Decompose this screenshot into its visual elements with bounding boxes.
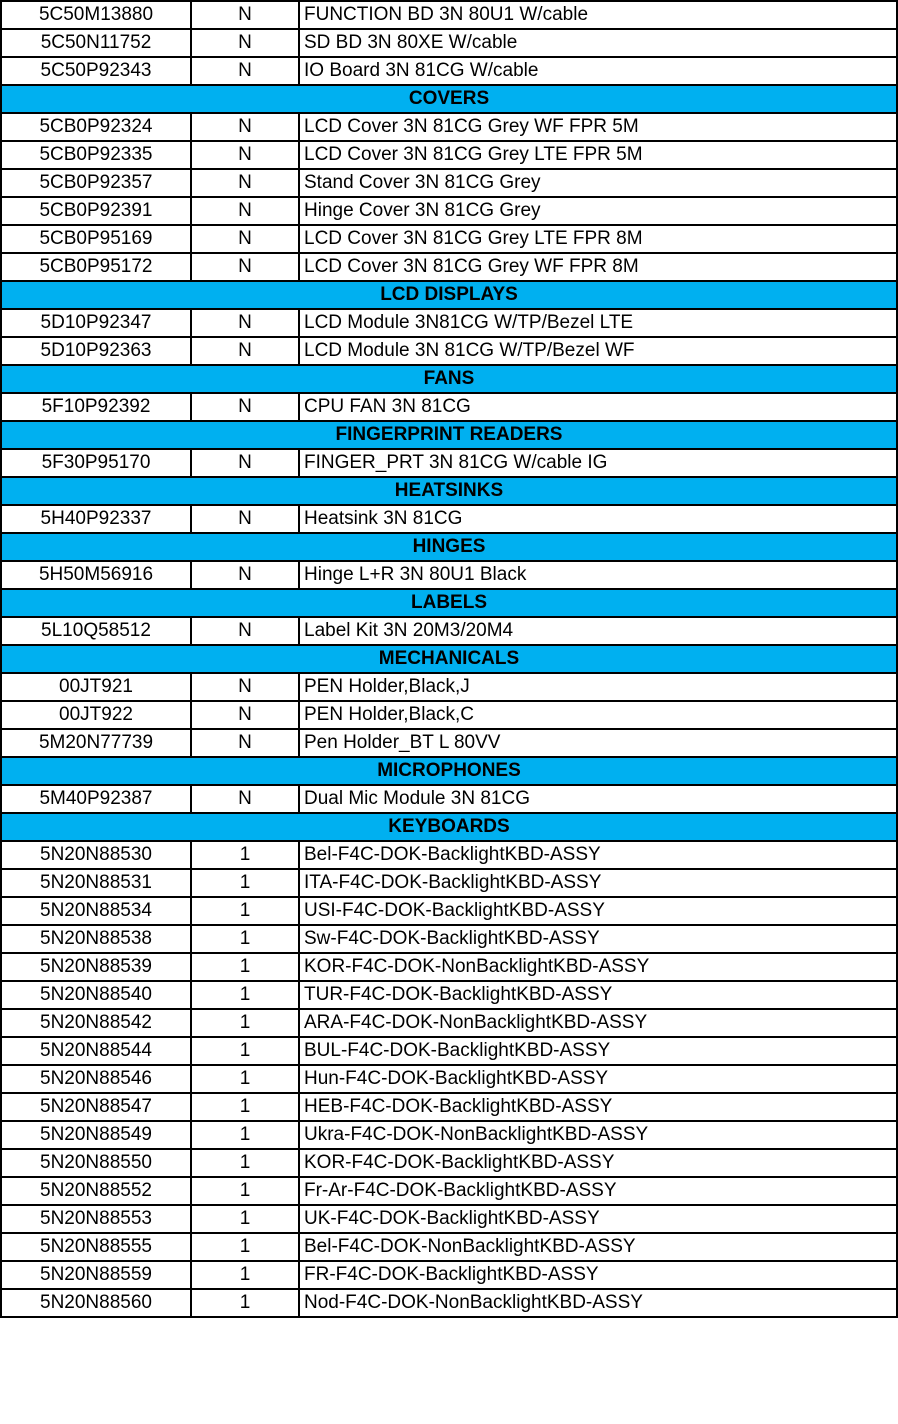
description-cell: Dual Mic Module 3N 81CG [299,785,897,813]
description-cell: Heatsink 3N 81CG [299,505,897,533]
part-number-cell: 5N20N88542 [1,1009,191,1037]
part-number-cell: 5N20N88530 [1,841,191,869]
qty-cell: 1 [191,1261,299,1289]
part-number-cell: 5D10P92347 [1,309,191,337]
table-row [1,1009,897,1037]
section-header: COVERS [1,85,897,113]
part-number-cell: 5N20N88538 [1,925,191,953]
description-cell: Sw-F4C-DOK-BacklightKBD-ASSY [299,925,897,953]
part-number-cell: 5N20N88550 [1,1149,191,1177]
part-number-cell: 5M20N77739 [1,729,191,757]
description-cell: FINGER_PRT 3N 81CG W/cable IG [299,449,897,477]
qty-cell: N [191,449,299,477]
qty-cell: N [191,617,299,645]
table-row [1,785,897,813]
qty-cell: N [191,113,299,141]
qty-cell: N [191,197,299,225]
section-header: MICROPHONES [1,757,897,785]
section-header-row [1,757,897,785]
description-cell: LCD Module 3N81CG W/TP/Bezel LTE [299,309,897,337]
section-header-row [1,813,897,841]
description-cell: LCD Cover 3N 81CG Grey WF FPR 5M [299,113,897,141]
description-cell: KOR-F4C-DOK-BacklightKBD-ASSY [299,1149,897,1177]
parts-table-body [1,1,897,1317]
part-number-cell: 5C50N11752 [1,29,191,57]
description-cell: Label Kit 3N 20M3/20M4 [299,617,897,645]
part-number-cell: 5CB0P95172 [1,253,191,281]
qty-cell: N [191,225,299,253]
qty-cell: 1 [191,953,299,981]
section-header-row [1,477,897,505]
part-number-cell: 5N20N88553 [1,1205,191,1233]
table-row [1,1205,897,1233]
description-cell: ARA-F4C-DOK-NonBacklightKBD-ASSY [299,1009,897,1037]
part-number-cell: 5CB0P92324 [1,113,191,141]
part-number-cell: 5N20N88560 [1,1289,191,1317]
qty-cell: N [191,701,299,729]
part-number-cell: 5C50M13880 [1,1,191,29]
section-header: LCD DISPLAYS [1,281,897,309]
table-row [1,673,897,701]
section-header: FINGERPRINT READERS [1,421,897,449]
part-number-cell: 5L10Q58512 [1,617,191,645]
qty-cell: 1 [191,1093,299,1121]
part-number-cell: 5H40P92337 [1,505,191,533]
qty-cell: N [191,1,299,29]
table-row [1,197,897,225]
table-row [1,1149,897,1177]
table-row [1,869,897,897]
table-row [1,981,897,1009]
section-header-row [1,589,897,617]
qty-cell: 1 [191,1065,299,1093]
table-row [1,225,897,253]
section-header: KEYBOARDS [1,813,897,841]
table-row [1,1065,897,1093]
table-row [1,841,897,869]
part-number-cell: 5CB0P92357 [1,169,191,197]
qty-cell: 1 [191,1289,299,1317]
section-header-row [1,533,897,561]
description-cell: USI-F4C-DOK-BacklightKBD-ASSY [299,897,897,925]
description-cell: ITA-F4C-DOK-BacklightKBD-ASSY [299,869,897,897]
table-row [1,617,897,645]
qty-cell: N [191,673,299,701]
qty-cell: 1 [191,1233,299,1261]
table-row [1,113,897,141]
qty-cell: N [191,729,299,757]
table-row [1,1177,897,1205]
qty-cell: 1 [191,1121,299,1149]
qty-cell: 1 [191,981,299,1009]
description-cell: FUNCTION BD 3N 80U1 W/cable [299,1,897,29]
table-row [1,253,897,281]
part-number-cell: 00JT922 [1,701,191,729]
part-number-cell: 5D10P92363 [1,337,191,365]
qty-cell: N [191,337,299,365]
description-cell: UK-F4C-DOK-BacklightKBD-ASSY [299,1205,897,1233]
part-number-cell: 5N20N88552 [1,1177,191,1205]
description-cell: Bel-F4C-DOK-BacklightKBD-ASSY [299,841,897,869]
section-header-row [1,421,897,449]
part-number-cell: 5N20N88539 [1,953,191,981]
table-row [1,29,897,57]
part-number-cell: 5N20N88546 [1,1065,191,1093]
description-cell: LCD Cover 3N 81CG Grey WF FPR 8M [299,253,897,281]
part-number-cell: 5N20N88544 [1,1037,191,1065]
table-row [1,1093,897,1121]
description-cell: Pen Holder_BT L 80VV [299,729,897,757]
description-cell: KOR-F4C-DOK-NonBacklightKBD-ASSY [299,953,897,981]
qty-cell: N [191,309,299,337]
description-cell: HEB-F4C-DOK-BacklightKBD-ASSY [299,1093,897,1121]
section-header: FANS [1,365,897,393]
table-row [1,449,897,477]
qty-cell: N [191,57,299,85]
description-cell: Ukra-F4C-DOK-NonBacklightKBD-ASSY [299,1121,897,1149]
qty-cell: N [191,505,299,533]
qty-cell: N [191,785,299,813]
part-number-cell: 5N20N88531 [1,869,191,897]
table-row [1,701,897,729]
part-number-cell: 5F10P92392 [1,393,191,421]
description-cell: IO Board 3N 81CG W/cable [299,57,897,85]
table-row [1,169,897,197]
description-cell: LCD Cover 3N 81CG Grey LTE FPR 5M [299,141,897,169]
qty-cell: 1 [191,1177,299,1205]
section-header-row [1,85,897,113]
qty-cell: N [191,169,299,197]
description-cell: TUR-F4C-DOK-BacklightKBD-ASSY [299,981,897,1009]
description-cell: Nod-F4C-DOK-NonBacklightKBD-ASSY [299,1289,897,1317]
qty-cell: 1 [191,925,299,953]
description-cell: Stand Cover 3N 81CG Grey [299,169,897,197]
part-number-cell: 5N20N88559 [1,1261,191,1289]
description-cell: Fr-Ar-F4C-DOK-BacklightKBD-ASSY [299,1177,897,1205]
description-cell: SD BD 3N 80XE W/cable [299,29,897,57]
section-header-row [1,645,897,673]
section-header-row [1,365,897,393]
qty-cell: 1 [191,869,299,897]
description-cell: PEN Holder,Black,C [299,701,897,729]
part-number-cell: 5N20N88540 [1,981,191,1009]
section-header: LABELS [1,589,897,617]
part-number-cell: 5H50M56916 [1,561,191,589]
part-number-cell: 5N20N88555 [1,1233,191,1261]
description-cell: Hun-F4C-DOK-BacklightKBD-ASSY [299,1065,897,1093]
table-row [1,505,897,533]
qty-cell: N [191,393,299,421]
table-row [1,561,897,589]
table-row [1,729,897,757]
part-number-cell: 5F30P95170 [1,449,191,477]
qty-cell: N [191,253,299,281]
description-cell: Hinge Cover 3N 81CG Grey [299,197,897,225]
section-header: HEATSINKS [1,477,897,505]
table-row [1,337,897,365]
qty-cell: 1 [191,1205,299,1233]
table-row [1,1289,897,1317]
table-row [1,1037,897,1065]
table-row [1,57,897,85]
part-number-cell: 5CB0P92335 [1,141,191,169]
qty-cell: 1 [191,1009,299,1037]
table-row [1,309,897,337]
description-cell: PEN Holder,Black,J [299,673,897,701]
part-number-cell: 5N20N88549 [1,1121,191,1149]
table-row [1,1261,897,1289]
qty-cell: N [191,29,299,57]
table-row [1,393,897,421]
section-header-row [1,281,897,309]
table-row [1,925,897,953]
table-row [1,1,897,29]
part-number-cell: 5CB0P95169 [1,225,191,253]
table-row [1,1121,897,1149]
part-number-cell: 5M40P92387 [1,785,191,813]
qty-cell: 1 [191,1037,299,1065]
qty-cell: N [191,561,299,589]
part-number-cell: 5CB0P92391 [1,197,191,225]
table-row [1,141,897,169]
qty-cell: 1 [191,897,299,925]
qty-cell: 1 [191,841,299,869]
description-cell: Bel-F4C-DOK-NonBacklightKBD-ASSY [299,1233,897,1261]
table-row [1,953,897,981]
table-row [1,897,897,925]
section-header: HINGES [1,533,897,561]
description-cell: LCD Cover 3N 81CG Grey LTE FPR 8M [299,225,897,253]
description-cell: Hinge L+R 3N 80U1 Black [299,561,897,589]
description-cell: BUL-F4C-DOK-BacklightKBD-ASSY [299,1037,897,1065]
qty-cell: 1 [191,1149,299,1177]
part-number-cell: 5N20N88534 [1,897,191,925]
part-number-cell: 5C50P92343 [1,57,191,85]
table-row [1,1233,897,1261]
part-number-cell: 5N20N88547 [1,1093,191,1121]
description-cell: LCD Module 3N 81CG W/TP/Bezel WF [299,337,897,365]
description-cell: FR-F4C-DOK-BacklightKBD-ASSY [299,1261,897,1289]
description-cell: CPU FAN 3N 81CG [299,393,897,421]
qty-cell: N [191,141,299,169]
section-header: MECHANICALS [1,645,897,673]
part-number-cell: 00JT921 [1,673,191,701]
